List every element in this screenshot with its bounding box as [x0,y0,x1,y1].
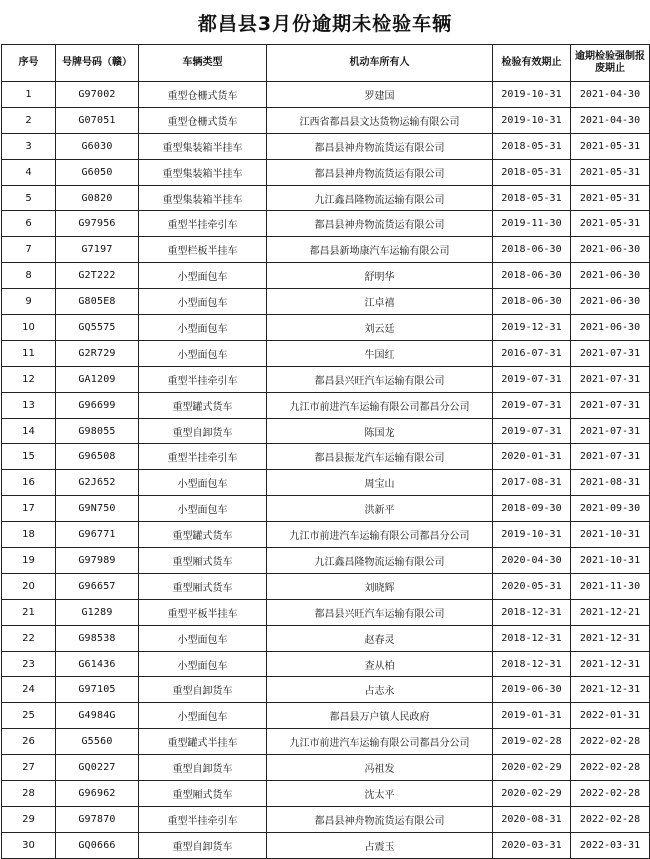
table-row [2,366,650,392]
cell-deadline: 2022-02-28 [571,781,650,807]
cell-index: 1 [2,82,56,108]
cell-plate: G97956 [56,211,139,237]
cell-index: 24 [2,677,56,703]
cell-deadline: 2022-02-28 [571,729,650,755]
cell-index: 3 [2,133,56,159]
cell-owner: 都昌县兴旺汽车运输有限公司 [267,599,493,625]
cell-valid-until: 2019-01-31 [493,703,571,729]
cell-vehicle-type: 小型面包车 [139,703,267,729]
cell-owner: 查从柏 [267,651,493,677]
cell-vehicle-type: 小型面包车 [139,289,267,315]
header-plate: 号牌号码（赣） [56,45,139,82]
cell-plate: G98055 [56,418,139,444]
cell-valid-until: 2019-10-31 [493,107,571,133]
header-deadline: 逾期检验强制报废期止 [571,45,650,82]
cell-vehicle-type: 重型罐式半挂车 [139,729,267,755]
cell-deadline: 2022-01-31 [571,703,650,729]
header-vehicle-type: 车辆类型 [139,45,267,82]
cell-plate: G96657 [56,573,139,599]
cell-vehicle-type: 重型自卸货车 [139,418,267,444]
cell-vehicle-type: 小型面包车 [139,315,267,341]
cell-plate: G805E8 [56,289,139,315]
cell-deadline: 2021-05-31 [571,211,650,237]
cell-owner: 九江鑫昌隆物流运输有限公司 [267,548,493,574]
cell-index: 4 [2,159,56,185]
cell-owner: 冯祖发 [267,755,493,781]
cell-valid-until: 2018-09-30 [493,496,571,522]
cell-index: 27 [2,755,56,781]
cell-vehicle-type: 重型集装箱半挂车 [139,159,267,185]
cell-vehicle-type: 重型平板半挂车 [139,599,267,625]
cell-valid-until: 2020-05-31 [493,573,571,599]
cell-vehicle-type: 重型厢式货车 [139,548,267,574]
cell-deadline: 2021-05-31 [571,159,650,185]
cell-vehicle-type: 重型罐式货车 [139,522,267,548]
cell-vehicle-type: 小型面包车 [139,470,267,496]
table-row [2,496,650,522]
cell-valid-until: 2020-02-29 [493,755,571,781]
cell-index: 23 [2,651,56,677]
cell-valid-until: 2019-02-28 [493,729,571,755]
cell-vehicle-type: 重型仓栅式货车 [139,107,267,133]
cell-vehicle-type: 小型面包车 [139,625,267,651]
table-row [2,832,650,858]
cell-owner: 江西省都昌县文达货物运输有限公司 [267,107,493,133]
table-row [2,289,650,315]
cell-plate: G9N750 [56,496,139,522]
cell-index: 30 [2,832,56,858]
table-row [2,185,650,211]
table-body [2,82,650,859]
cell-plate: G97989 [56,548,139,574]
cell-plate: G5560 [56,729,139,755]
cell-owner: 都昌县神舟物流货运有限公司 [267,211,493,237]
cell-vehicle-type: 重型仓栅式货车 [139,82,267,108]
cell-index: 5 [2,185,56,211]
cell-vehicle-type: 重型栏板半挂车 [139,237,267,263]
cell-vehicle-type: 重型罐式货车 [139,392,267,418]
cell-vehicle-type: 重型集装箱半挂车 [139,133,267,159]
table-header-row [2,45,650,82]
cell-index: 28 [2,781,56,807]
table-row [2,806,650,832]
cell-plate: G1289 [56,599,139,625]
cell-plate: G4984G [56,703,139,729]
cell-plate: G07051 [56,107,139,133]
cell-index: 14 [2,418,56,444]
cell-index: 8 [2,263,56,289]
cell-deadline: 2021-04-30 [571,107,650,133]
cell-vehicle-type: 重型半挂牵引车 [139,806,267,832]
cell-owner: 江卓禧 [267,289,493,315]
cell-vehicle-type: 重型半挂牵引车 [139,366,267,392]
cell-owner: 都昌县兴旺汽车运输有限公司 [267,366,493,392]
cell-plate: G0820 [56,185,139,211]
cell-deadline: 2021-06-30 [571,263,650,289]
cell-vehicle-type: 重型半挂牵引车 [139,211,267,237]
table-row [2,263,650,289]
cell-owner: 都昌县神舟物流货运有限公司 [267,133,493,159]
cell-valid-until: 2018-12-31 [493,599,571,625]
cell-owner: 九江市前进汽车运输有限公司都昌分公司 [267,522,493,548]
cell-plate: GQ5575 [56,315,139,341]
cell-owner: 罗建国 [267,82,493,108]
cell-owner: 九江鑫昌隆物流运输有限公司 [267,185,493,211]
cell-plate: G96508 [56,444,139,470]
cell-deadline: 2021-12-31 [571,677,650,703]
cell-index: 7 [2,237,56,263]
table-row [2,470,650,496]
cell-deadline: 2021-06-30 [571,237,650,263]
cell-owner: 刘云廷 [267,315,493,341]
cell-vehicle-type: 重型自卸货车 [139,677,267,703]
cell-deadline: 2021-07-31 [571,392,650,418]
cell-index: 2 [2,107,56,133]
table-row [2,729,650,755]
cell-owner: 沈太平 [267,781,493,807]
header-valid-until: 检验有效期止 [493,45,571,82]
table-row [2,677,650,703]
cell-owner: 都昌县万户镇人民政府 [267,703,493,729]
cell-owner: 牛国红 [267,340,493,366]
cell-vehicle-type: 小型面包车 [139,496,267,522]
cell-owner: 赵春灵 [267,625,493,651]
cell-index: 26 [2,729,56,755]
cell-deadline: 2021-07-31 [571,444,650,470]
table-row [2,573,650,599]
table-row [2,651,650,677]
table-row [2,237,650,263]
table-row [2,599,650,625]
table-row [2,625,650,651]
cell-vehicle-type: 重型自卸货车 [139,832,267,858]
table-row [2,781,650,807]
cell-owner: 周宝山 [267,470,493,496]
table-row [2,444,650,470]
table-row [2,755,650,781]
table-row [2,548,650,574]
cell-vehicle-type: 小型面包车 [139,651,267,677]
table-row [2,107,650,133]
table-row [2,703,650,729]
cell-valid-until: 2018-06-30 [493,263,571,289]
cell-deadline: 2021-10-31 [571,548,650,574]
cell-owner: 都昌县神舟物流货运有限公司 [267,806,493,832]
cell-plate: G97105 [56,677,139,703]
cell-valid-until: 2018-12-31 [493,625,571,651]
cell-deadline: 2021-05-31 [571,185,650,211]
cell-index: 17 [2,496,56,522]
cell-deadline: 2021-06-30 [571,289,650,315]
cell-deadline: 2021-04-30 [571,82,650,108]
cell-deadline: 2021-07-31 [571,340,650,366]
cell-plate: G96962 [56,781,139,807]
vehicle-table [1,44,650,859]
cell-valid-until: 2020-04-30 [493,548,571,574]
cell-vehicle-type: 重型自卸货车 [139,755,267,781]
cell-plate: G96699 [56,392,139,418]
cell-deadline: 2022-02-28 [571,806,650,832]
cell-valid-until: 2020-08-31 [493,806,571,832]
cell-index: 13 [2,392,56,418]
cell-owner: 占震玉 [267,832,493,858]
cell-index: 11 [2,340,56,366]
cell-vehicle-type: 重型集装箱半挂车 [139,185,267,211]
cell-deadline: 2021-05-31 [571,133,650,159]
cell-valid-until: 2018-05-31 [493,133,571,159]
cell-deadline: 2021-12-31 [571,651,650,677]
cell-plate: G6050 [56,159,139,185]
cell-owner: 舒明华 [267,263,493,289]
table-row [2,133,650,159]
cell-deadline: 2021-09-30 [571,496,650,522]
table-row [2,522,650,548]
table-row [2,340,650,366]
cell-valid-until: 2020-03-31 [493,832,571,858]
cell-index: 22 [2,625,56,651]
cell-plate: G96771 [56,522,139,548]
cell-owner: 刘晓辉 [267,573,493,599]
cell-deadline: 2022-02-28 [571,755,650,781]
cell-plate: G2J652 [56,470,139,496]
cell-index: 6 [2,211,56,237]
cell-plate: G97002 [56,82,139,108]
cell-valid-until: 2019-07-31 [493,392,571,418]
cell-owner: 占志永 [267,677,493,703]
cell-valid-until: 2019-10-31 [493,522,571,548]
cell-index: 21 [2,599,56,625]
cell-valid-until: 2018-06-30 [493,289,571,315]
cell-deadline: 2021-12-21 [571,599,650,625]
cell-plate: GQ0666 [56,832,139,858]
cell-vehicle-type: 小型面包车 [139,263,267,289]
cell-owner: 九江市前进汽车运输有限公司都昌分公司 [267,729,493,755]
cell-valid-until: 2017-08-31 [493,470,571,496]
cell-vehicle-type: 小型面包车 [139,340,267,366]
cell-valid-until: 2018-05-31 [493,159,571,185]
cell-valid-until: 2020-02-29 [493,781,571,807]
cell-plate: G2R729 [56,340,139,366]
cell-valid-until: 2016-07-31 [493,340,571,366]
cell-valid-until: 2018-06-30 [493,237,571,263]
cell-index: 20 [2,573,56,599]
cell-index: 12 [2,366,56,392]
cell-valid-until: 2018-05-31 [493,185,571,211]
cell-plate: G98538 [56,625,139,651]
cell-vehicle-type: 重型半挂牵引车 [139,444,267,470]
cell-valid-until: 2019-06-30 [493,677,571,703]
cell-deadline: 2021-11-30 [571,573,650,599]
cell-index: 9 [2,289,56,315]
cell-valid-until: 2019-07-31 [493,418,571,444]
cell-deadline: 2021-08-31 [571,470,650,496]
cell-valid-until: 2019-07-31 [493,366,571,392]
table-row [2,418,650,444]
cell-plate: G7197 [56,237,139,263]
cell-plate: GQ0227 [56,755,139,781]
cell-deadline: 2021-12-31 [571,625,650,651]
table-row [2,82,650,108]
cell-owner: 都昌县振龙汽车运输有限公司 [267,444,493,470]
cell-deadline: 2021-07-31 [571,366,650,392]
table-row [2,159,650,185]
cell-owner: 陈国龙 [267,418,493,444]
cell-valid-until: 2020-01-31 [493,444,571,470]
table-row [2,211,650,237]
cell-valid-until: 2019-10-31 [493,82,571,108]
table-row [2,315,650,341]
cell-valid-until: 2019-11-30 [493,211,571,237]
cell-deadline: 2021-07-31 [571,418,650,444]
cell-index: 25 [2,703,56,729]
cell-index: 19 [2,548,56,574]
cell-plate: GA1209 [56,366,139,392]
cell-owner: 都昌县新坳康汽车运输有限公司 [267,237,493,263]
cell-valid-until: 2019-12-31 [493,315,571,341]
cell-valid-until: 2018-12-31 [493,651,571,677]
cell-vehicle-type: 重型厢式货车 [139,573,267,599]
cell-deadline: 2021-10-31 [571,522,650,548]
cell-vehicle-type: 重型厢式货车 [139,781,267,807]
cell-plate: G97870 [56,806,139,832]
cell-index: 16 [2,470,56,496]
cell-owner: 都昌县神舟物流货运有限公司 [267,159,493,185]
cell-index: 10 [2,315,56,341]
cell-deadline: 2022-03-31 [571,832,650,858]
cell-deadline: 2021-06-30 [571,315,650,341]
cell-plate: G6030 [56,133,139,159]
cell-index: 29 [2,806,56,832]
cell-index: 18 [2,522,56,548]
cell-plate: G61436 [56,651,139,677]
cell-owner: 洪新平 [267,496,493,522]
cell-plate: G2T222 [56,263,139,289]
header-owner: 机动车所有人 [267,45,493,82]
table-row [2,392,650,418]
cell-owner: 九江市前进汽车运输有限公司都昌分公司 [267,392,493,418]
header-index: 序号 [2,45,56,82]
cell-index: 15 [2,444,56,470]
page-title: 都昌县3月份逾期未检验车辆 [197,12,453,35]
